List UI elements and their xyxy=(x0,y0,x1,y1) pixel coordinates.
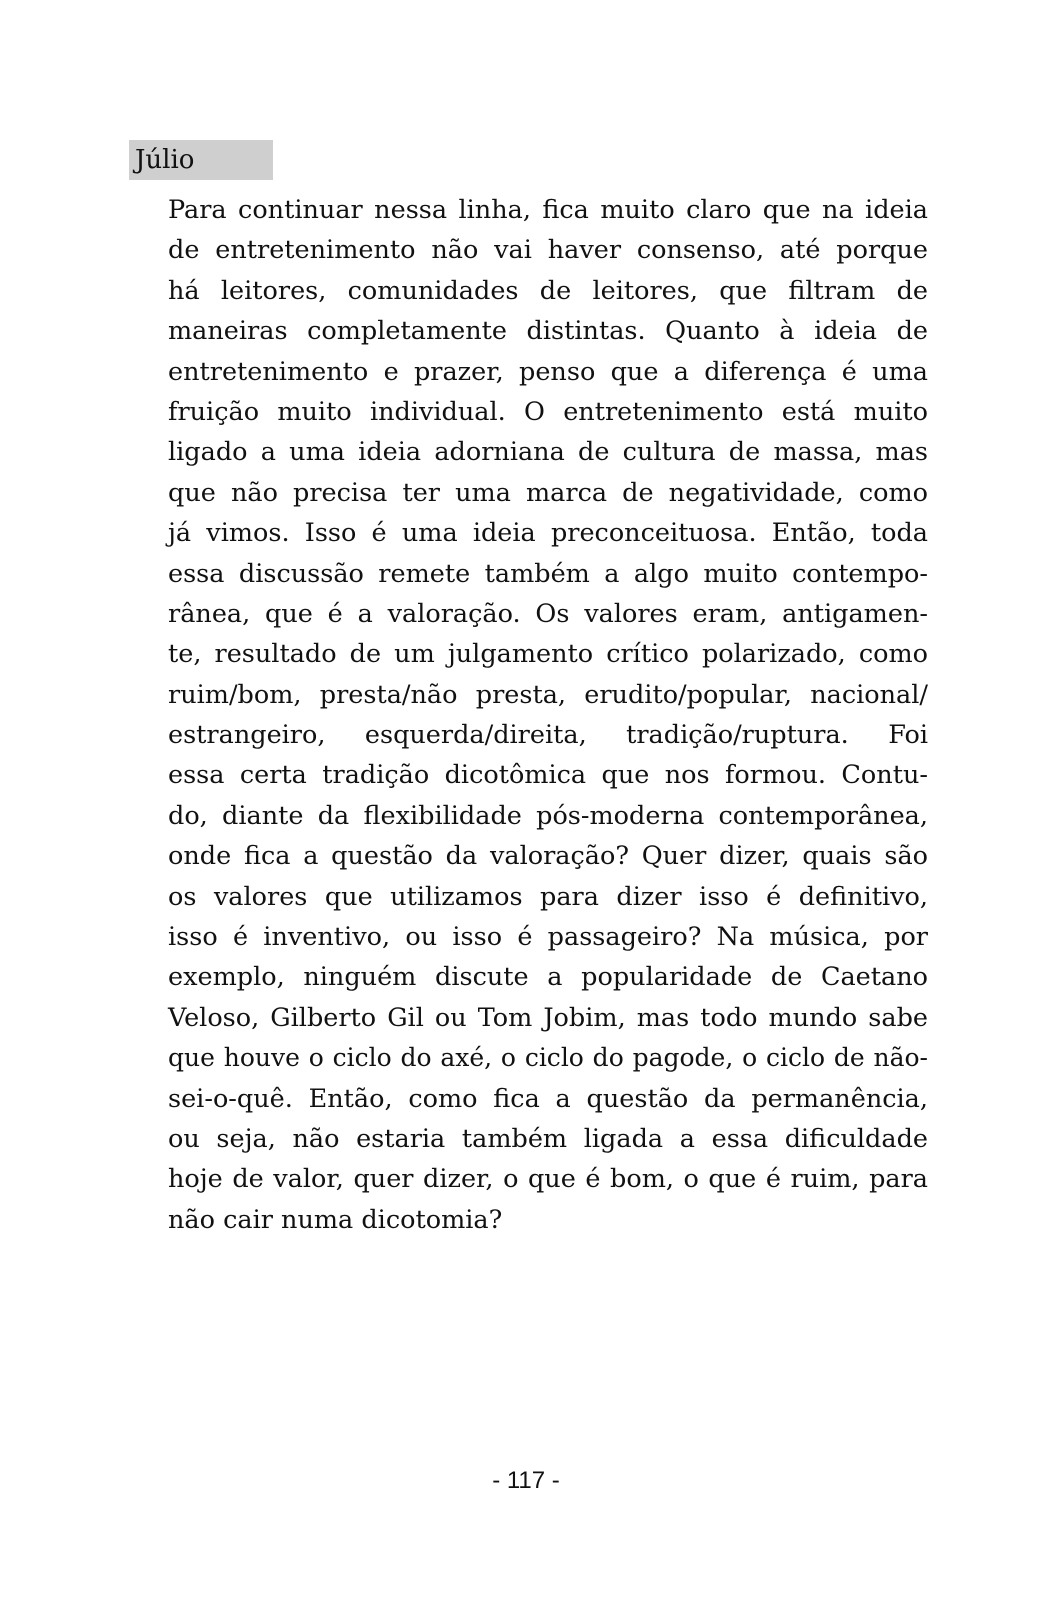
text-line: ligado a uma ideia adorniana de cultura de massa, mas xyxy=(168,437,928,468)
text-line: rânea, que é a valoração. Os valores eram, antigamen- xyxy=(168,598,928,629)
text-line: já vimos. Isso é uma ideia preconceituosa. Então, toda xyxy=(168,518,928,549)
text-line: onde fica a questão da valoração? Quer dizer, quais são xyxy=(168,841,928,872)
text-line: essa certa tradição dicotômica que nos formou. Contu- xyxy=(168,760,928,791)
text-line: Veloso, Gilberto Gil ou Tom Jobim, mas todo mundo sabe xyxy=(168,1002,928,1033)
text-line: não cair numa dicotomia? xyxy=(168,1204,503,1235)
text-line: os valores que utilizamos para dizer isso é definitivo, xyxy=(168,881,928,912)
text-line: ruim/bom, presta/não presta, erudito/popular, nacional/ xyxy=(168,679,928,710)
text-line: fruição muito individual. O entretenimento está muito xyxy=(168,396,928,427)
text-line: ou seja, não estaria também ligada a essa dificuldade xyxy=(168,1123,928,1154)
paragraph xyxy=(168,190,928,1240)
text-line: que não precisa ter uma marca de negatividade, como xyxy=(168,477,928,508)
text-line: há leitores, comunidades de leitores, que filtram de xyxy=(168,275,928,306)
text-line: do, diante da flexibilidade pós-moderna contemporânea, xyxy=(168,800,928,831)
text-line: que houve o ciclo do axé, o ciclo do pagode, o ciclo de não- xyxy=(168,1043,928,1073)
text-line: de entretenimento não vai haver consenso, até porque xyxy=(168,235,928,266)
text-line: sei-o-quê. Então, como fica a questão da permanência, xyxy=(168,1083,928,1114)
text-line: estrangeiro, esquerda/direita, tradição/ruptura. Foi xyxy=(168,720,928,751)
text-line: hoje de valor, quer dizer, o que é bom, o que é ruim, para xyxy=(168,1164,928,1195)
text-line: Para continuar nessa linha, fica muito claro que na ideia xyxy=(168,195,928,225)
page-number: - 117 - xyxy=(492,1467,560,1494)
text-line: essa discussão remete também a algo muito contempo- xyxy=(168,558,928,589)
text-line: isso é inventivo, ou isso é passageiro? Na música, por xyxy=(168,922,928,953)
text-line: entretenimento e prazer, penso que a diferença é uma xyxy=(168,356,928,387)
text-line: exemplo, ninguém discute a popularidade de Caetano xyxy=(168,962,928,993)
speaker-label: Júlio xyxy=(129,140,273,180)
text-line: maneiras completamente distintas. Quanto à ideia de xyxy=(168,316,928,347)
text-line: te, resultado de um julgamento crítico polarizado, como xyxy=(168,639,928,670)
